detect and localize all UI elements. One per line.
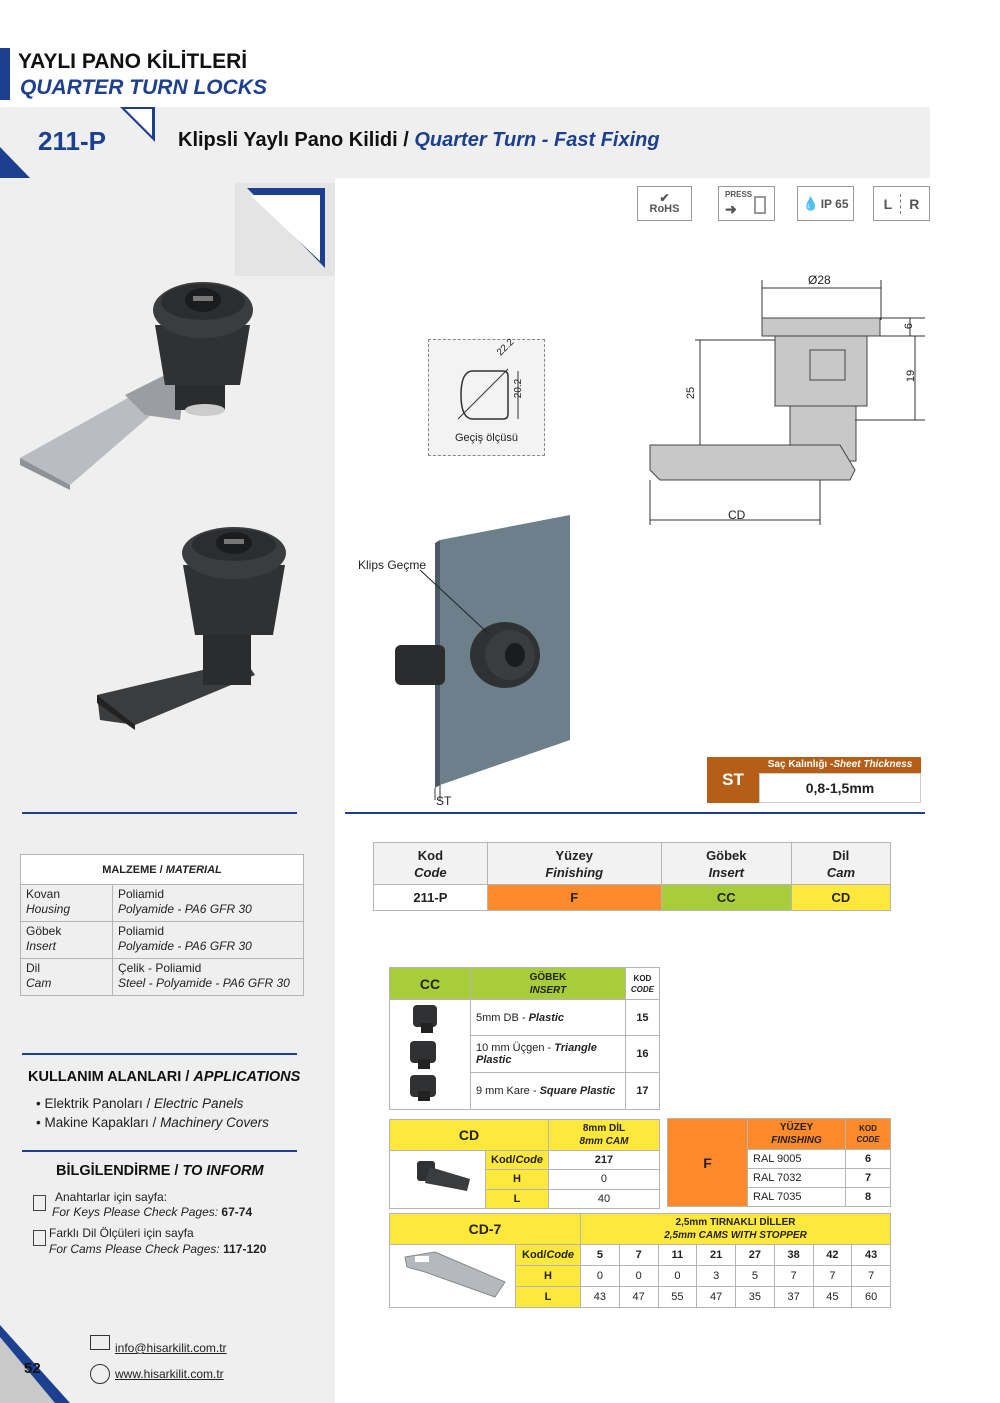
finishing-name: RAL 7035 xyxy=(748,1188,846,1207)
cams-info-en: For Cams Please Check Pages: xyxy=(49,1242,220,1256)
kod-tr: Kod/ xyxy=(522,1249,547,1261)
insert-header-tr: GÖBEK xyxy=(529,971,567,983)
globe-icon xyxy=(90,1364,110,1384)
l-value: 47 xyxy=(697,1287,736,1308)
model-code: 211-P xyxy=(38,126,106,156)
material-title-tr: MALZEME / xyxy=(102,863,163,876)
table-row xyxy=(390,1000,660,1036)
applications-title-en: APPLICATIONS xyxy=(193,1069,301,1085)
sheet-thickness-label: Saç Kalınlığı -Sheet Thickness xyxy=(759,757,921,773)
h-value: 0 xyxy=(548,1170,659,1189)
finishing-header-tr: YÜZEY xyxy=(779,1122,814,1133)
code-cell: 211-P xyxy=(374,885,488,911)
insert-name-en: Triangle Plastic xyxy=(476,1042,597,1066)
material-key-tr: Kovan xyxy=(26,887,61,901)
insert-images xyxy=(390,1000,471,1110)
product-title xyxy=(178,129,660,152)
left-label: L xyxy=(883,195,893,212)
rohs-label: RoHS xyxy=(649,202,680,215)
product-photo-offset-cam xyxy=(95,525,295,735)
dim-diameter: Ø28 xyxy=(808,273,831,287)
l-value: 45 xyxy=(813,1287,852,1308)
header-tr: Göbek xyxy=(706,847,747,863)
material-value-tr: Poliamid xyxy=(118,887,165,901)
sheet-label-tr: Saç Kalınlığı xyxy=(767,759,828,770)
h-value: 5 xyxy=(736,1266,775,1287)
dim-6: 6 xyxy=(903,322,916,330)
table-row xyxy=(374,885,891,911)
header-en: Cam xyxy=(826,864,856,880)
h-value: 7 xyxy=(813,1266,852,1287)
technical-drawing xyxy=(640,280,940,530)
material-key-en: Insert xyxy=(26,939,57,953)
keys-info-en: For Keys Please Check Pages: xyxy=(52,1205,219,1219)
cams-info-en-row xyxy=(49,1242,266,1256)
kod-en: Code xyxy=(546,1249,574,1261)
cd7-image-cell xyxy=(390,1245,516,1308)
left-right-icon xyxy=(873,186,930,221)
material-row xyxy=(21,885,304,922)
header-accent-bar xyxy=(0,48,10,100)
cd7-cam-image xyxy=(395,1247,510,1302)
l-label: L xyxy=(516,1287,581,1308)
l-value: 40 xyxy=(548,1189,659,1208)
keys-info-en-row xyxy=(52,1205,252,1219)
sheet-thickness-value: 0,8-1,5mm xyxy=(759,773,921,803)
cd7-code: 38 xyxy=(774,1245,813,1266)
h-value: 0 xyxy=(581,1266,620,1287)
cam-image xyxy=(395,1153,480,1203)
cam-table xyxy=(389,1119,660,1209)
cd7-header-tr: 2,5mm TIRNAKLI DİLLER xyxy=(675,1217,796,1228)
cd7-code: 43 xyxy=(852,1245,891,1266)
header-en: Insert xyxy=(708,864,744,880)
cam-code-label: CD xyxy=(390,1120,549,1151)
cam-header-en: 8mm CAM xyxy=(579,1136,629,1147)
cam-code-value: 217 xyxy=(548,1151,659,1170)
kod-label xyxy=(516,1245,581,1266)
kod-header: KOD xyxy=(633,973,652,983)
l-value: 47 xyxy=(619,1287,658,1308)
cd7-code: 27 xyxy=(736,1245,775,1266)
cd7-header-en: 2,5mm CAMS WITH STOPPER xyxy=(664,1230,807,1241)
applications-line xyxy=(22,1053,297,1055)
l-value: 35 xyxy=(736,1287,775,1308)
email-link[interactable]: info@hisarkilit.com.tr xyxy=(115,1341,227,1355)
finishing-code-label: F xyxy=(668,1119,748,1207)
finishing-code: 7 xyxy=(846,1169,891,1188)
table-row xyxy=(390,1245,891,1266)
clip-label: Klips Geçme xyxy=(358,558,427,572)
material-table xyxy=(20,854,304,996)
application-tr: Makine Kapakları / xyxy=(44,1115,157,1130)
h-value: 0 xyxy=(619,1266,658,1287)
finishing-header-en: FINISHING xyxy=(771,1135,822,1146)
keys-info xyxy=(55,1189,167,1205)
inform-line xyxy=(22,1150,297,1152)
photo-corner-accent xyxy=(235,183,335,276)
website-link[interactable]: www.hisarkilit.com.tr xyxy=(115,1367,224,1381)
material-key-en: Housing xyxy=(26,902,71,916)
h-label: H xyxy=(516,1266,581,1287)
material-key-en: Cam xyxy=(26,976,52,990)
material-value-en: Polyamide - PA6 GFR 30 xyxy=(118,902,252,916)
material-value-tr: Poliamid xyxy=(118,924,165,938)
cd7-code: 42 xyxy=(813,1245,852,1266)
insert-code: 15 xyxy=(625,1000,659,1036)
material-title-en: MATERIAL xyxy=(165,863,222,876)
page-icon xyxy=(33,1195,46,1211)
h-label: H xyxy=(486,1170,549,1189)
h-value: 0 xyxy=(658,1266,697,1287)
material-key-tr: Göbek xyxy=(26,924,62,938)
kod-header: KOD xyxy=(859,1124,877,1133)
finishing-cell: F xyxy=(487,885,661,911)
cd7-code-label: CD-7 xyxy=(390,1214,581,1245)
h-value: 7 xyxy=(774,1266,813,1287)
inform-title-tr: BİLGİLENDİRME / xyxy=(56,1163,179,1179)
cams-pages: 117-120 xyxy=(223,1242,267,1256)
table-row xyxy=(390,1151,660,1170)
product-title-tr: Klipsli Yaylı Pano Kilidi / xyxy=(178,129,409,151)
dim-22-2: 22.2 xyxy=(494,336,517,359)
finishing-table xyxy=(667,1118,891,1207)
applications-title xyxy=(28,1069,300,1085)
finishing-name: RAL 9005 xyxy=(748,1150,846,1169)
header-tr: Dil xyxy=(832,847,850,863)
l-value: 55 xyxy=(658,1287,697,1308)
material-key-tr: Dil xyxy=(26,961,40,975)
ip65-icon: 💧 IP 65 xyxy=(797,186,854,221)
separator-right xyxy=(345,812,925,814)
header-en: Finishing xyxy=(545,864,604,880)
email-icon xyxy=(90,1335,110,1350)
cd7-code: 5 xyxy=(581,1245,620,1266)
insert-name: 5mm DB - xyxy=(476,1011,529,1024)
cams-info: Farklı Dil Ölçüleri için sayfa xyxy=(49,1226,194,1240)
h-value: 3 xyxy=(697,1266,736,1287)
header-tr: Yüzey xyxy=(555,847,594,863)
separator-left xyxy=(22,812,297,814)
page-number: 52 xyxy=(24,1360,41,1377)
insert-code-label: CC xyxy=(390,968,471,1000)
application-en: Machinery Covers xyxy=(160,1115,269,1130)
applications-title-tr: KULLANIM ALANLARI / xyxy=(28,1069,190,1085)
cam-image-cell xyxy=(390,1151,486,1209)
code-header-en: CODE xyxy=(856,1135,880,1144)
kod-tr: Kod/ xyxy=(491,1154,516,1167)
ip-label: IP 65 xyxy=(820,196,849,211)
keys-info-tr: Anahtarlar için sayfa: xyxy=(55,1190,168,1204)
finishing-code: 8 xyxy=(846,1188,891,1207)
insert-code: 16 xyxy=(625,1036,659,1073)
finishing-code: 6 xyxy=(846,1150,891,1169)
material-title xyxy=(21,855,304,885)
finishing-name: RAL 7032 xyxy=(748,1169,846,1188)
inform-title xyxy=(56,1163,264,1179)
product-title-en: Quarter Turn - Fast Fixing xyxy=(414,129,660,151)
finishing-col-header xyxy=(487,843,661,885)
press-fit-icon: PRESS ➜ xyxy=(718,186,775,221)
dim-20-2: 20.2 xyxy=(513,378,525,399)
kod-label xyxy=(486,1151,549,1170)
material-value-en: Steel - Polyamide - PA6 GFR 30 xyxy=(118,976,290,990)
code-table xyxy=(373,842,891,911)
l-value: 37 xyxy=(774,1287,813,1308)
code-col-header xyxy=(374,843,488,885)
insert-name: 10 mm Üçgen - xyxy=(476,1042,555,1054)
l-label: L xyxy=(486,1189,549,1208)
material-value-tr: Çelik - Poliamid xyxy=(118,961,202,975)
dim-cd: CD xyxy=(728,508,746,522)
section-title-tr: YAYLI PANO KİLİTLERİ xyxy=(18,50,248,73)
cam-header-tr: 8mm DİL xyxy=(582,1123,626,1134)
insert-cell: CC xyxy=(661,885,791,911)
cam-col-header xyxy=(791,843,890,885)
right-label: R xyxy=(909,195,920,212)
kod-en: Code xyxy=(515,1154,543,1167)
sheet-thickness-code: ST xyxy=(707,757,759,803)
insert-code: 17 xyxy=(625,1073,659,1110)
insert-header-en: INSERT xyxy=(529,984,567,996)
dim-19: 19 xyxy=(905,369,918,383)
cd7-code: 7 xyxy=(619,1245,658,1266)
rohs-icon: ✔ RoHS xyxy=(637,186,692,221)
st-label: ST xyxy=(436,794,452,808)
keys-pages: 67-74 xyxy=(221,1205,253,1219)
cam-cell: CD xyxy=(791,885,890,911)
code-header-en: CODE xyxy=(630,984,654,994)
h-value: 7 xyxy=(852,1266,891,1287)
cd7-table xyxy=(389,1213,891,1308)
material-row xyxy=(21,922,304,959)
l-value: 60 xyxy=(852,1287,891,1308)
application-tr: Elektrik Panoları / xyxy=(44,1096,151,1111)
sheet-label-en: Sheet Thickness xyxy=(833,759,913,770)
insert-name: 9 mm Kare - xyxy=(476,1085,540,1097)
press-label: PRESS xyxy=(725,190,753,199)
header-tr: Kod xyxy=(417,847,444,863)
material-row xyxy=(21,959,304,996)
cd7-code: 21 xyxy=(697,1245,736,1266)
l-value: 43 xyxy=(581,1287,620,1308)
application-en: Electric Panels xyxy=(154,1096,244,1111)
insert-table xyxy=(389,967,660,1110)
header-en: Code xyxy=(414,864,447,880)
product-photo-straight-cam xyxy=(15,280,290,495)
applications-list xyxy=(36,1094,269,1132)
insert-variants-image xyxy=(395,1003,465,1103)
cutout-label: Geçiş ölçüsü xyxy=(455,432,518,444)
page-icon xyxy=(33,1230,46,1246)
insert-name-en: Plastic xyxy=(528,1011,565,1024)
list-item: • Elektrik Panoları / Electric Panels xyxy=(36,1096,244,1111)
inform-title-en: TO INFORM xyxy=(182,1163,264,1179)
list-item: • Makine Kapakları / Machinery Covers xyxy=(36,1115,269,1130)
cd7-code: 11 xyxy=(658,1245,697,1266)
dim-25: 25 xyxy=(685,386,698,400)
insert-name-en: Square Plastic xyxy=(539,1085,616,1097)
insert-col-header xyxy=(661,843,791,885)
material-value-en: Polyamide - PA6 GFR 30 xyxy=(118,939,252,953)
section-title-en: QUARTER TURN LOCKS xyxy=(20,76,267,99)
